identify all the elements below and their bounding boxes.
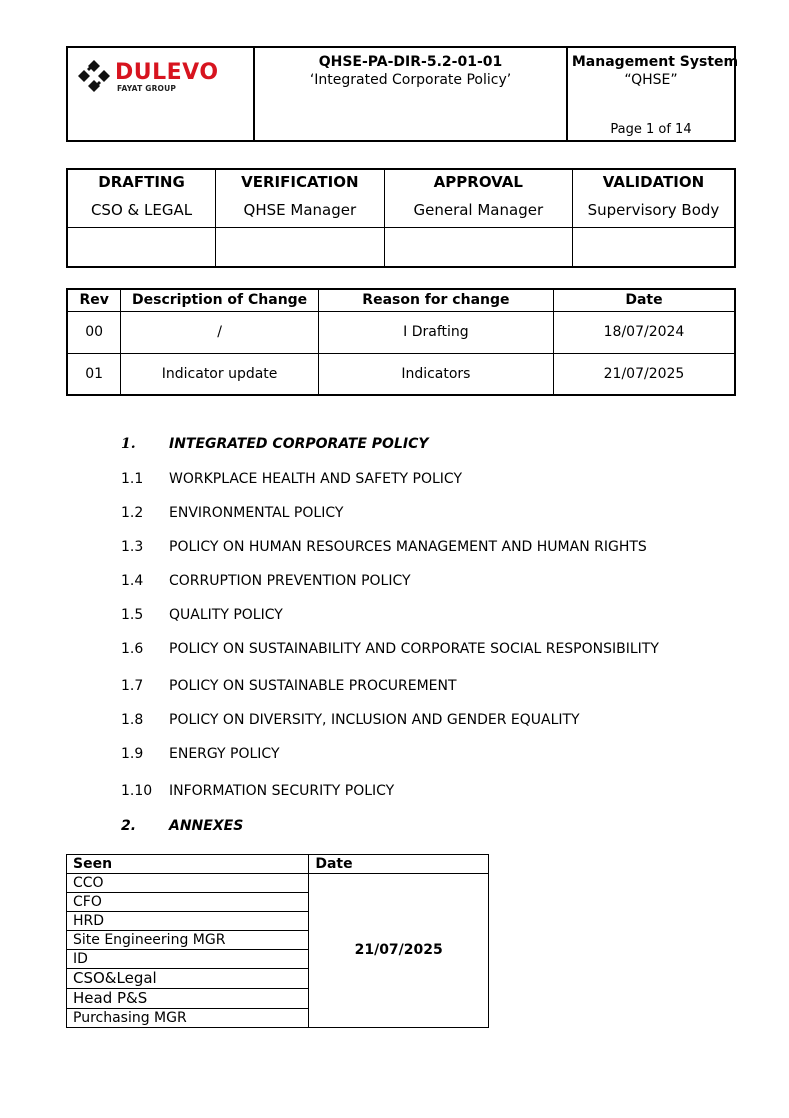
toc-label: ENERGY POLICY [169,746,280,762]
dulevo-diamond-logo-icon [78,60,110,92]
header-reason: Reason for change [318,289,553,311]
rev-date: 18/07/2024 [553,311,735,353]
annex-seen-table [66,854,489,1028]
document-title: ‘Integrated Corporate Policy’ [309,72,512,88]
header-verification: VERIFICATION [216,169,385,193]
table-row [67,874,489,893]
toc-item[interactable] [121,436,429,452]
seen-role: Site Engineering MGR [67,931,309,950]
seen-role: CCO [67,874,309,893]
toc-label: ENVIRONMENTAL POLICY [169,505,344,521]
document-title-cell [255,48,568,140]
seen-role: Head P&S [67,989,309,1009]
rev-description: / [121,311,318,353]
toc-item[interactable] [121,505,343,521]
toc-item[interactable] [121,641,659,657]
seen-role: CFO [67,893,309,912]
toc-label: POLICY ON SUSTAINABLE PROCUREMENT [169,678,457,694]
toc-label: CORRUPTION PREVENTION POLICY [169,573,411,589]
seen-date: 21/07/2025 [309,874,489,1028]
seen-role: HRD [67,912,309,931]
toc-label: POLICY ON DIVERSITY, INCLUSION AND GENDER EQUALITY [169,712,580,728]
system-cell [568,48,739,140]
logo-cell [68,48,255,140]
toc-label: QUALITY POLICY [169,607,283,623]
approval-table [66,168,736,268]
document-header [66,46,739,142]
toc-number: 1.5 [121,607,144,623]
revision-header-row [67,289,735,311]
toc-label: WORKPLACE HEALTH AND SAFETY POLICY [169,471,463,487]
toc-item[interactable] [121,471,462,487]
rev-reason: Indicators [318,353,553,395]
toc-item[interactable] [121,783,394,799]
rev-description: Indicator update [121,353,318,395]
toc-label: ANNEXES [169,818,244,834]
rev-number: 01 [67,353,121,395]
toc-number: 1.3 [121,539,144,555]
toc-item[interactable] [121,678,457,694]
verification-signature [216,227,385,267]
toc-label: INFORMATION SECURITY POLICY [169,783,395,799]
brand-subtitle: FAYAT GROUP [117,84,177,93]
toc-item[interactable] [121,746,280,762]
validation-name: Supervisory Body [572,193,735,227]
toc-item[interactable] [121,607,283,623]
brand-name: DULEVO [115,60,219,85]
verification-name: QHSE Manager [216,193,385,227]
rev-date: 21/07/2025 [553,353,735,395]
header-approval: APPROVAL [384,169,572,193]
approval-signature-row [67,227,735,267]
header-rev: Rev [67,289,121,311]
toc-number: 1.2 [121,505,144,521]
toc-number: 1.7 [121,678,144,694]
seen-role: ID [67,950,309,969]
header-validation: VALIDATION [572,169,735,193]
header-drafting: DRAFTING [67,169,216,193]
approval-signature [384,227,572,267]
header-date: Date [553,289,735,311]
seen-role: CSO&Legal [67,969,309,989]
toc-number: 2. [121,818,137,834]
header-date: Date [309,855,489,874]
toc-number: 1.9 [121,746,144,762]
toc-item[interactable] [121,818,243,834]
approval-name: General Manager [384,193,572,227]
toc-label: POLICY ON SUSTAINABILITY AND CORPORATE SOCIAL RESPONSIBILITY [169,641,659,657]
table-row [67,311,735,353]
table-row [67,353,735,395]
toc-item[interactable] [121,539,647,555]
approval-header-row [67,169,735,193]
toc-number: 1.6 [121,641,144,657]
toc-number: 1. [121,436,136,452]
toc-number: 1.4 [121,573,144,589]
toc-label: POLICY ON HUMAN RESOURCES MANAGEMENT AND HUMAN RIGHTS [169,539,647,555]
drafting-name: CSO & LEGAL [67,193,216,227]
annex-header-row [67,855,489,874]
system-label: Management System [571,54,739,70]
toc-number: 1.1 [121,471,144,487]
toc-label: INTEGRATED CORPORATE POLICY [169,436,429,452]
header-seen: Seen [67,855,309,874]
page-indicator: Page 1 of 14 [610,122,692,137]
document-code: QHSE-PA-DIR-5.2-01-01 [318,54,503,70]
header-description: Description of Change [121,289,318,311]
rev-reason: I Drafting [318,311,553,353]
seen-role: Purchasing MGR [67,1009,309,1028]
approval-names-row [67,193,735,227]
toc-number: 1.8 [121,712,144,728]
toc-number: 1.10 [121,783,153,799]
toc-item[interactable] [121,573,411,589]
validation-signature [572,227,735,267]
system-name: “QHSE” [624,72,678,88]
drafting-signature [67,227,216,267]
toc-item[interactable] [121,712,580,728]
rev-number: 00 [67,311,121,353]
revision-table [66,288,736,396]
